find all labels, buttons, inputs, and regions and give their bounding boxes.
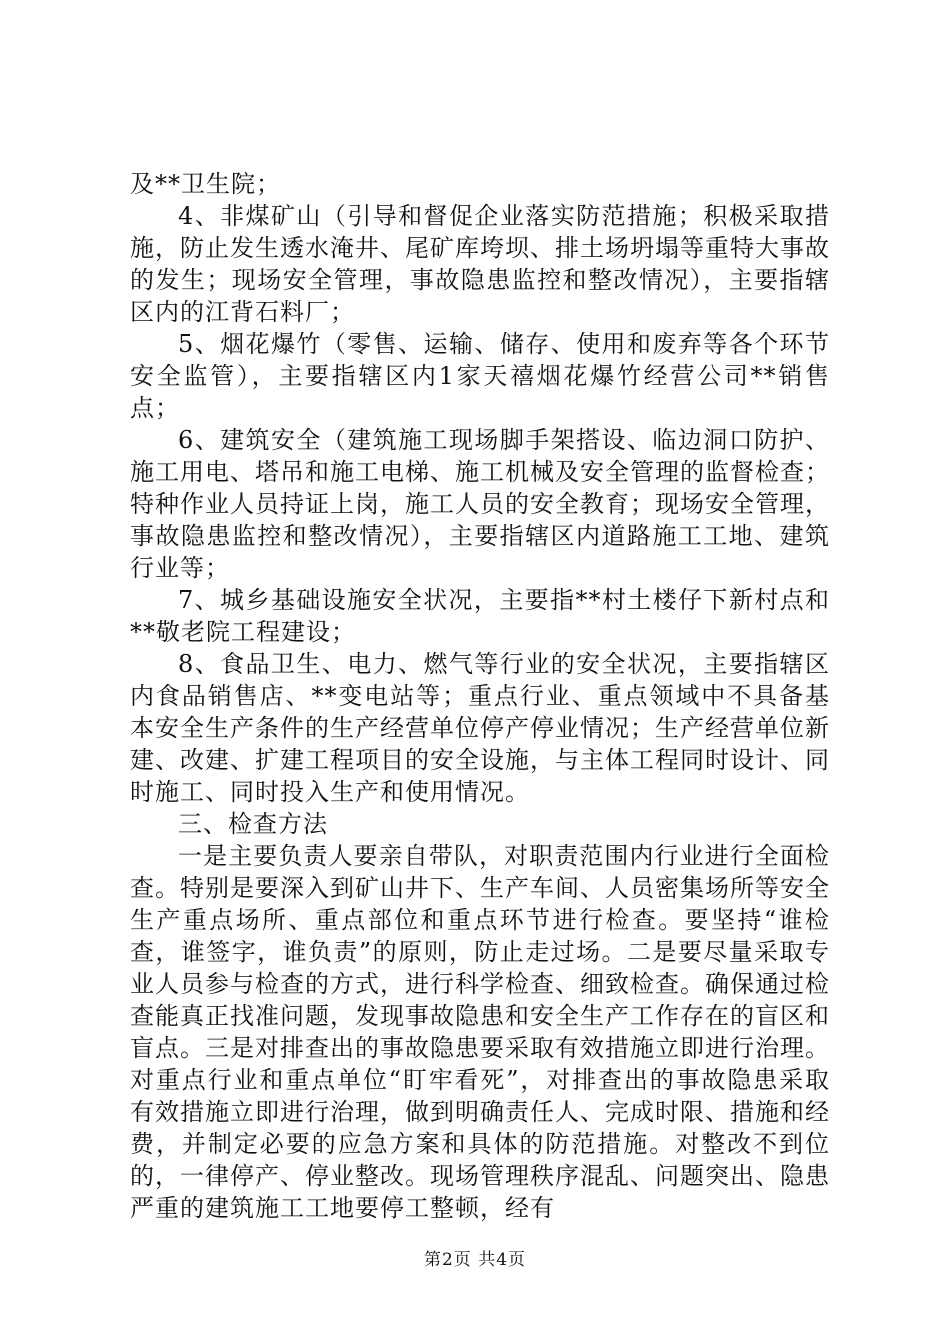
paragraph-item-8: 8、食品卫生、电力、燃气等行业的安全状况，主要指辖区内食品销售店、**变电站等；重点行业、重点领域中不具备基本安全生产条件的生产经营单位停产停业情况；生产经营单位新建、改建、扩建工程项目的安全设施，与主体工程同时设计、同时施工、同时投入生产和使用情况。 <box>130 650 830 806</box>
paragraph-item-5: 5、烟花爆竹（零售、运输、储存、使用和废弃等各个环节安全监管），主要指辖区内1家天禧烟花爆竹经营公司**销售点； <box>130 330 830 422</box>
section-heading: 三、检查方法 <box>178 810 328 838</box>
document-body <box>130 168 830 1224</box>
paragraph-item-4: 4、非煤矿山（引导和督促企业落实防范措施；积极采取措施，防止发生透水淹井、尾矿库垮坝、排土场坍塌等重特大事故的发生；现场安全管理，事故隐患监控和整改情况），主要指辖区内的江背石料厂； <box>130 202 830 326</box>
page-footer: 第2页 共4页 <box>423 1250 527 1270</box>
paragraph-continuation: 及**卫生院； <box>130 170 281 198</box>
paragraph-item-6: 6、建筑安全（建筑施工现场脚手架搭设、临边洞口防护、施工用电、塔吊和施工电梯、施工机械及安全管理的监督检查；特种作业人员持证上岗，施工人员的安全教育；现场安全管理，事故隐患监控和整改情况），主要指辖区内道路施工工地、建筑行业等； <box>130 426 830 582</box>
paragraph-item-7: 7、城乡基础设施安全状况，主要指**村土楼仔下新村点和**敬老院工程建设； <box>130 586 830 646</box>
paragraph-methods: 一是主要负责人要亲自带队，对职责范围内行业进行全面检查。特别是要深入到矿山井下、生产车间、人员密集场所等安全生产重点场所、重点部位和重点环节进行检查。要坚持“谁检查，谁签字，谁负责”的原则，防止走过场。二是要尽量采取专业人员参与检查的方式，进行科学检查、细致检查。确保通过检查能真正找准问题，发现事故隐患和安全生产工作存在的盲区和盲点。三是对排查出的事故隐患要采取有效措施立即进行治理。对重点行业和重点单位“盯牢看死”，对排查出的事故隐患采取有效措施立即进行治理，做到明确责任人、完成时限、措施和经费，并制定必要的应急方案和具体的防范措施。对整改不到位的，一律停产、停业整改。现场管理秩序混乱、问题突出、隐患严重的建筑施工工地要停工整顿，经有 <box>130 842 830 1222</box>
